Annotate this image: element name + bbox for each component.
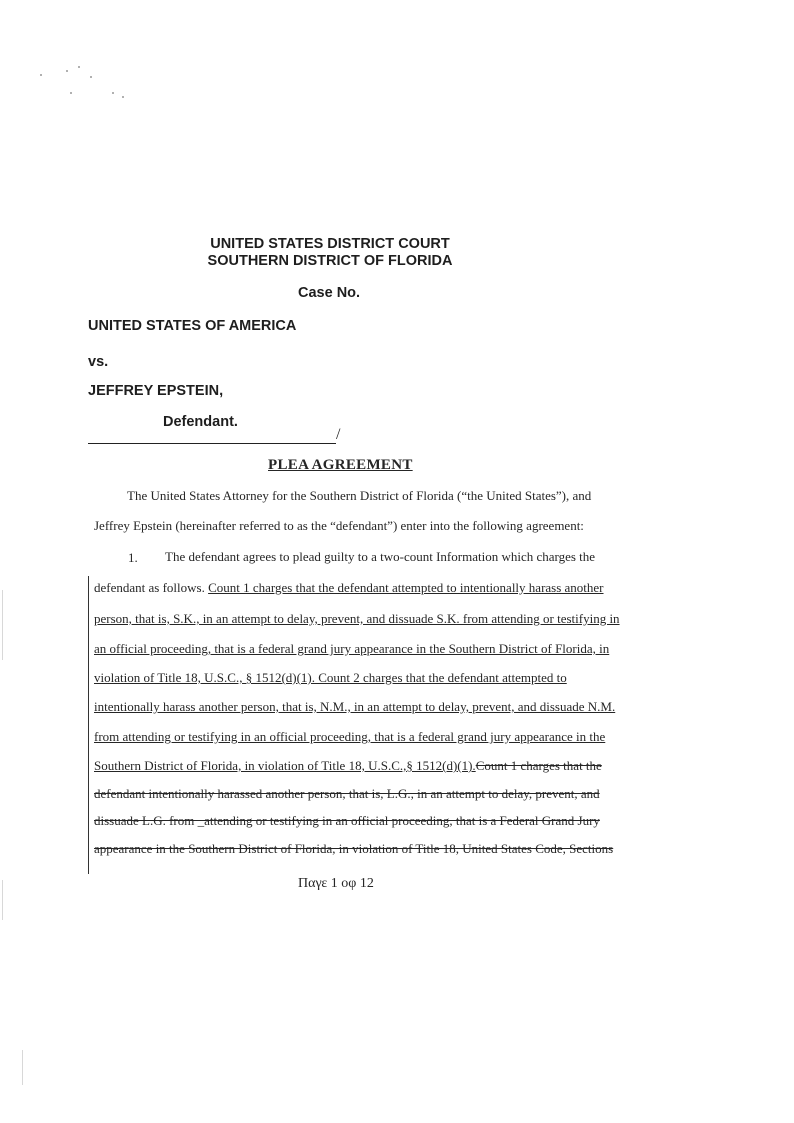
- paragraph-1-line-4: an official proceeding, that is a federal grand jury appearance in the Southern District of Florida, in: [94, 641, 610, 656]
- inserted-text: Southern District of Florida, in violation of Title 18, U.S.C.,§ 1512(d)(1).: [94, 758, 476, 773]
- paragraph-1-line-11: appearance in the Southern District of Florida, in violation of Title 18, United States Code, Sections: [94, 841, 614, 856]
- paragraph-1-line-5: violation of Title 18, U.S.C., § 1512(d)(1). Count 2 charges that the defendant attempted to: [94, 670, 567, 685]
- document-title: PLEA AGREEMENT: [268, 457, 413, 473]
- page-number: Παγε 1 οφ 12: [298, 876, 374, 891]
- scan-speck: [122, 96, 124, 98]
- scan-edge-mark: [22, 1050, 23, 1085]
- defendant-name: JEFFREY EPSTEIN,: [88, 383, 224, 399]
- scan-speck: [66, 70, 68, 72]
- scan-edge-mark: [2, 880, 3, 920]
- paragraph-1-line-10: dissuade L.G. from _attending or testifying in an official proceeding, that is a Federal Grand Jury: [94, 813, 600, 828]
- paragraph-1-line-9: defendant intentionally harassed another person, that is, L.G., in an attempt to delay, prevent, and: [94, 786, 600, 801]
- intro-line-1: The United States Attorney for the Southern District of Florida (“the United States”), and: [127, 488, 592, 503]
- paragraph-1-line-2: [94, 580, 604, 596]
- scan-speck: [78, 66, 80, 68]
- plain-text: defendant as follows.: [94, 580, 205, 595]
- deleted-text: Count 1 charges that the: [475, 758, 602, 773]
- paragraph-1-line-6: intentionally harass another person, that is, N.M., in an attempt to delay, prevent, and dissuade N.M.: [94, 699, 616, 714]
- revision-bar: [88, 576, 89, 874]
- paragraph-number: 1.: [128, 550, 138, 565]
- caption-rule: [88, 443, 336, 444]
- scan-edge-mark: [2, 590, 3, 660]
- inserted-text: Count 1 charges that the defendant attempted to intentionally harass another: [208, 580, 604, 595]
- paragraph-1-line-3: person, that is, S.K., in an attempt to delay, prevent, and dissuade S.K. from attending or testifying in: [94, 611, 620, 626]
- versus-label: vs.: [88, 354, 109, 370]
- case-number-label: Case No.: [298, 285, 361, 301]
- caption-slash: /: [336, 426, 341, 443]
- court-district: SOUTHERN DISTRICT OF FLORIDA: [207, 253, 453, 269]
- scan-speck: [112, 92, 114, 94]
- defendant-label: Defendant.: [163, 414, 238, 430]
- scan-speck: [40, 74, 42, 76]
- paragraph-1-line-7: from attending or testifying in an official proceeding, that is a federal grand jury appearance in the: [94, 729, 606, 744]
- court-name: UNITED STATES DISTRICT COURT: [210, 236, 450, 252]
- plaintiff-name: UNITED STATES OF AMERICA: [88, 318, 297, 334]
- intro-line-2: Jeffrey Epstein (hereinafter referred to as the “defendant”) enter into the following agreement:: [94, 518, 584, 533]
- paragraph-1-line-1: The defendant agrees to plead guilty to a two-count Information which charges the: [165, 549, 596, 564]
- paragraph-1-line-8: [94, 758, 602, 774]
- scan-speck: [90, 76, 92, 78]
- scan-speck: [70, 92, 72, 94]
